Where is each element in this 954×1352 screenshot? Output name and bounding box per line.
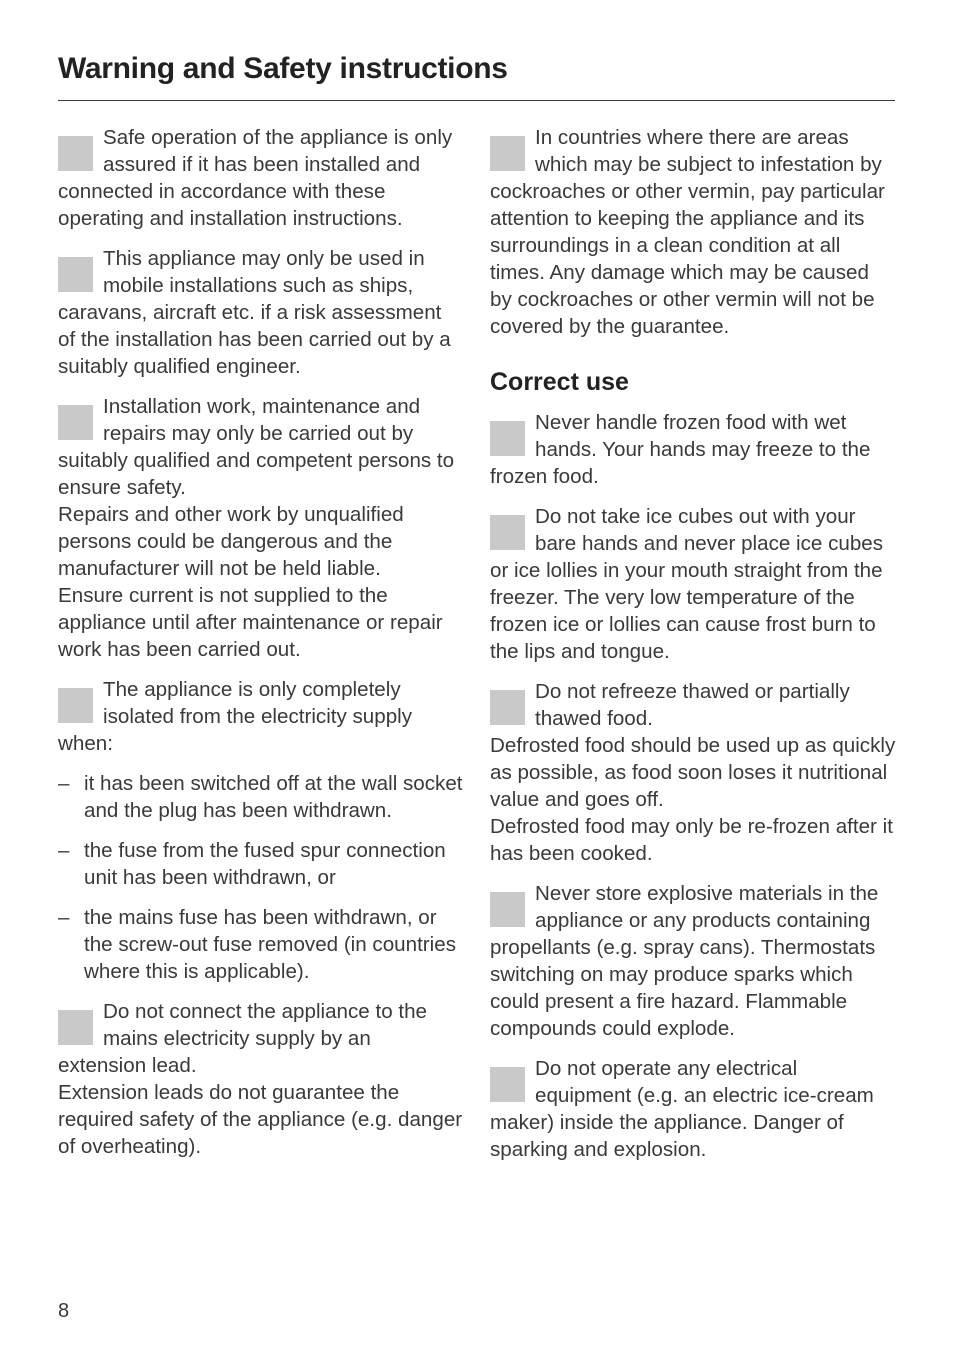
list-item-text: the mains fuse has been withdrawn, or the screw-out fuse removed (in countries where this is applicable). [84, 906, 456, 983]
warning-marker-icon [490, 421, 525, 456]
list-item [58, 837, 464, 891]
title-divider [58, 100, 895, 101]
warning-marker-icon [58, 136, 93, 171]
warning-text: Installation work, maintenance and repairs may only be carried out by suitably qualified and competent persons to ensure safety. [58, 395, 455, 499]
right-column [490, 124, 896, 1176]
warning-text: Do not refreeze thawed or partially thawed food. [535, 680, 850, 730]
warning-text: Ensure current is not supplied to the appliance until after maintenance or repair work has been carried out. [58, 584, 443, 661]
warning-block [58, 393, 464, 663]
warning-text: In countries where there are areas which may be subject to infestation by cockroaches or other vermin, pay particular attention to keeping the appliance and its surroundings in a clean condition at all times. Any damage which may be caused by cockroaches or other vermin will not be covered by the guarantee. [490, 126, 885, 338]
warning-text: Defrosted food should be used up as quickly as possible, as food soon loses it nutritional value and goes off. [490, 734, 896, 811]
warning-text: Extension leads do not guarantee the required safety of the appliance (e.g. danger of overheating). [58, 1081, 463, 1158]
warning-block [58, 676, 464, 757]
page-title: Warning and Safety instructions [58, 52, 508, 85]
dash-icon: – [58, 839, 70, 862]
warning-marker-icon [490, 515, 525, 550]
isolation-conditions-list [58, 770, 464, 985]
warning-text: Defrosted food may only be re-frozen after it has been cooked. [490, 815, 893, 865]
list-item-text: it has been switched off at the wall socket and the plug has been withdrawn. [84, 772, 463, 822]
warning-marker-icon [490, 136, 525, 171]
left-column [58, 124, 464, 1173]
warning-block [58, 245, 464, 380]
list-item [58, 770, 464, 824]
warning-text: Do not take ice cubes out with your bare hands and never place ice cubes or ice lollies in your mouth straight from the freezer. The very low temperature of the frozen ice or lollies can cause frost burn to the lips and tongue. [490, 505, 884, 663]
warning-block [490, 1055, 896, 1163]
warning-block [490, 124, 896, 340]
warning-text: Never handle frozen food with wet hands. Your hands may freeze to the frozen food. [490, 411, 871, 488]
warning-marker-icon [58, 405, 93, 440]
warning-text: Safe operation of the appliance is only assured if it has been installed and connected in accordance with these operating and installation instructions. [58, 126, 453, 230]
warning-marker-icon [490, 1067, 525, 1102]
page-number: 8 [58, 1300, 70, 1322]
warning-marker-icon [490, 892, 525, 927]
warning-text: This appliance may only be used in mobile installations such as ships, caravans, aircraft etc. if a risk assessment of the installation has been carried out by a suitably qualified engineer. [58, 247, 451, 378]
warning-text: The appliance is only completely isolated from the electricity supply when: [58, 678, 413, 755]
dash-icon: – [58, 772, 70, 795]
warning-marker-icon [58, 1010, 93, 1045]
list-item-text: the fuse from the fused spur connection unit has been withdrawn, or [84, 839, 446, 889]
section-heading: Correct use [490, 368, 629, 396]
warning-block [490, 503, 896, 665]
warning-marker-icon [58, 688, 93, 723]
warning-block [58, 124, 464, 232]
dash-icon: – [58, 906, 70, 929]
warning-text: Do not operate any electrical equipment (e.g. an electric ice-cream maker) inside the appliance. Danger of sparking and explosion. [490, 1057, 874, 1161]
warning-text: Repairs and other work by unqualified persons could be dangerous and the manufacturer will not be held liable. [58, 503, 404, 580]
warning-text: Do not connect the appliance to the mains electricity supply by an extension lead. [58, 1000, 428, 1077]
warning-block [490, 880, 896, 1042]
warning-marker-icon [58, 257, 93, 292]
list-item [58, 904, 464, 985]
warning-block [490, 409, 896, 490]
warning-block [490, 678, 896, 867]
warning-marker-icon [490, 690, 525, 725]
warning-text: Never store explosive materials in the appliance or any products containing propellants (e.g. spray cans). Thermostats switching on may produce sparks which could present a fire hazard. Flammable compounds could explode. [490, 882, 879, 1040]
warning-block [58, 998, 464, 1160]
